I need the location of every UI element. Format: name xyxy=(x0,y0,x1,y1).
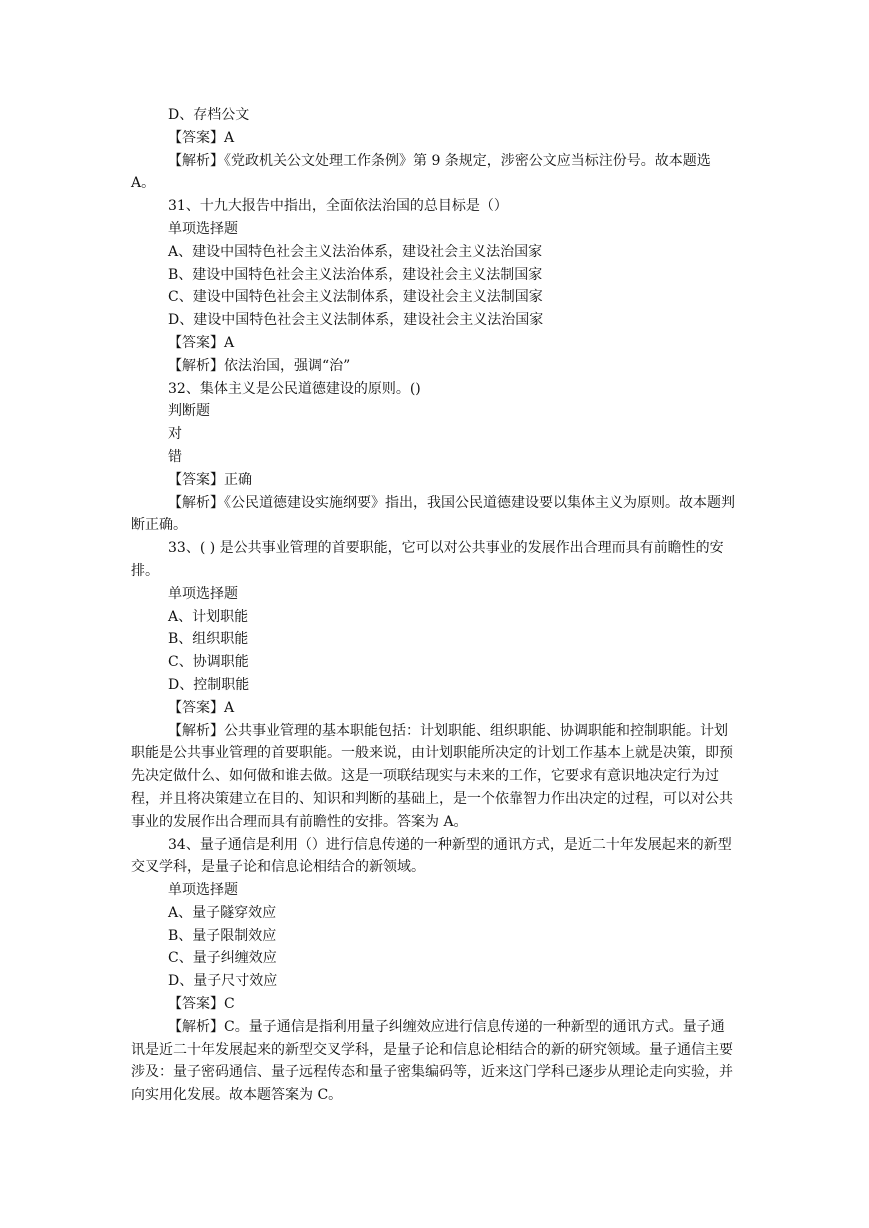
text-line: C、量子纠缠效应 xyxy=(168,950,277,967)
text-line: A、计划职能 xyxy=(168,608,249,625)
text-line: C、建设中国特色社会主义法制体系，建设社会主义法制国家 xyxy=(168,289,543,306)
text-line: B、建设中国特色社会主义法治体系，建设社会主义法制国家 xyxy=(168,266,543,283)
text-line: A、建设中国特色社会主义法治体系，建设社会主义法治国家 xyxy=(168,243,543,260)
paragraph: 33、( ) 是公共事业管理的首要职能，它可以对公共事业的发展作出合理而具有前瞻性的安排。 xyxy=(131,540,724,579)
text-line: 32、集体主义是公民道德建设的原则。() xyxy=(168,380,421,397)
text-line: 【答案】A xyxy=(168,129,235,146)
text-line: D、量子尺寸效应 xyxy=(168,973,278,990)
paragraph: 34、量子通信是利用（）进行信息传递的一种新型的通讯方式，是近二十年发展起来的新型交叉学科，是量子论和信息论相结合的新领域。 xyxy=(131,836,732,876)
text-line: 单项选择题 xyxy=(168,585,238,602)
text-line: 【答案】A xyxy=(168,334,235,351)
text-line: D、建设中国特色社会主义法制体系，建设社会主义法治国家 xyxy=(168,312,544,329)
paragraph: 【解析】C。量子通信是指利用量子纠缠效应进行信息传递的一种新型的通讯方式。量子通讯是近二十年发展起来的新型交叉学科，是量子论和信息论相结合的新的研究领域。量子通信主要涉及：量子密码通信、量子远程传态和量子密集编码等，近来这门学科已逐步从理论走向实验，并向实用化发展。故本题答案为 C。 xyxy=(131,1018,733,1104)
text-line: 单项选择题 xyxy=(168,882,238,899)
text-line: A、量子隧穿效应 xyxy=(168,904,277,921)
text-line: 【答案】A xyxy=(168,699,235,716)
document-body xyxy=(131,104,738,1107)
text-line: B、量子限制效应 xyxy=(168,927,277,944)
paragraph: 【解析】公共事业管理的基本职能包括：计划职能、组织职能、协调职能和控制职能。计划职能是公共事业管理的首要职能。一般来说，由计划职能所决定的计划工作基本上就是决策，即预先决定做什么、如何做和谁去做。这是一项联结现实与未来的工作，它要求有意识地决定行为过程，并且将决策建立在目的、知识和判断的基础上，是一个依靠智力作出决定的过程，可以对公共事业的发展作出合理而具有前瞻性的安排。答案为 A。 xyxy=(131,722,733,830)
text-line: B、组织职能 xyxy=(168,631,249,648)
text-line: 单项选择题 xyxy=(168,220,238,237)
text-line: D、控制职能 xyxy=(168,676,250,693)
text-line: D、存档公文 xyxy=(168,107,250,123)
paragraph: 【解析】《党政机关公文处理工作条例》第 9 条规定，涉密公文应当标注份号。故本题选 A。 xyxy=(131,152,711,192)
text-line: 错 xyxy=(168,448,182,465)
text-line: 【答案】C xyxy=(168,996,235,1013)
text-line: 【答案】正确 xyxy=(168,471,252,488)
text-line: 判断题 xyxy=(168,403,210,420)
text-line: 对 xyxy=(168,426,182,443)
text-line: 31、十九大报告中指出，全面依法治国的总目标是（） xyxy=(168,198,508,215)
paragraph: 【解析】《公民道德建设实施纲要》指出，我国公民道德建设要以集体主义为原则。故本题判断正确。 xyxy=(131,494,735,534)
text-line: C、协调职能 xyxy=(168,654,249,671)
text-line: 【解析】依法治国，强调“治” xyxy=(168,357,351,374)
